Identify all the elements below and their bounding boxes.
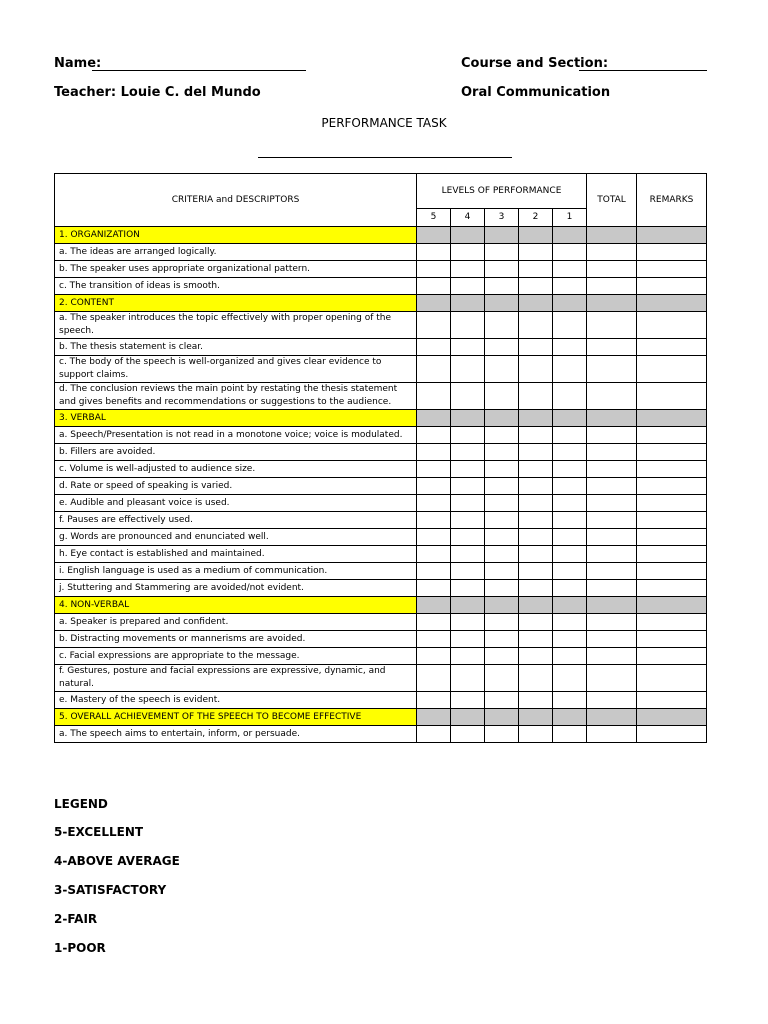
score-cell-2[interactable]	[519, 244, 553, 261]
score-cell-3[interactable]	[485, 312, 519, 339]
section-shaded-cell	[587, 227, 637, 244]
section-shaded-cell	[519, 709, 553, 726]
criterion-text: a. The speech aims to entertain, inform, or persuade.	[55, 726, 417, 743]
score-cell-2[interactable]	[519, 444, 553, 461]
section-shaded-cell	[637, 597, 707, 614]
criterion-text: c. The transition of ideas is smooth.	[55, 278, 417, 295]
score-cell-3[interactable]	[485, 478, 519, 495]
criterion-text: c. Facial expressions are appropriate to the message.	[55, 648, 417, 665]
section-row	[55, 597, 707, 614]
score-cell-5[interactable]	[417, 383, 451, 410]
score-cell-5[interactable]	[417, 580, 451, 597]
criterion-text: a. Speech/Presentation is not read in a monotone voice; voice is modulated.	[55, 427, 417, 444]
remarks-cell[interactable]	[637, 665, 707, 692]
score-cell-4[interactable]	[451, 244, 485, 261]
criterion-text: a. The speaker introduces the topic effectively with proper opening of the speech.	[55, 312, 417, 339]
remarks-cell[interactable]	[637, 339, 707, 356]
score-cell-5[interactable]	[417, 312, 451, 339]
remarks-cell[interactable]	[637, 461, 707, 478]
section-shaded-cell	[637, 410, 707, 427]
score-cell-1[interactable]	[553, 563, 587, 580]
score-cell-5[interactable]	[417, 495, 451, 512]
score-cell-4[interactable]	[451, 648, 485, 665]
section-shaded-cell	[417, 295, 451, 312]
section-shaded-cell	[417, 227, 451, 244]
criterion-text: h. Eye contact is established and maintained.	[55, 546, 417, 563]
score-cell-2[interactable]	[519, 478, 553, 495]
total-cell[interactable]	[587, 529, 637, 546]
remarks-cell[interactable]	[637, 356, 707, 383]
section-row	[55, 295, 707, 312]
course-section-label: Course and Section:	[461, 56, 609, 71]
criterion-row	[55, 261, 707, 278]
score-cell-3[interactable]	[485, 546, 519, 563]
criterion-row	[55, 383, 707, 410]
score-cell-1[interactable]	[553, 648, 587, 665]
score-cell-2[interactable]	[519, 356, 553, 383]
criterion-row	[55, 244, 707, 261]
score-cell-5[interactable]	[417, 261, 451, 278]
criterion-row	[55, 563, 707, 580]
section-shaded-cell	[519, 227, 553, 244]
remarks-cell[interactable]	[637, 495, 707, 512]
criterion-row	[55, 665, 707, 692]
score-cell-5[interactable]	[417, 461, 451, 478]
criterion-text: a. Speaker is prepared and confident.	[55, 614, 417, 631]
score-cell-1[interactable]	[553, 726, 587, 743]
remarks-cell[interactable]	[637, 580, 707, 597]
name-blank[interactable]	[92, 70, 306, 71]
score-cell-5[interactable]	[417, 427, 451, 444]
criterion-row	[55, 631, 707, 648]
section-shaded-cell	[519, 295, 553, 312]
section-shaded-cell	[485, 709, 519, 726]
section-shaded-cell	[637, 709, 707, 726]
score-cell-3[interactable]	[485, 339, 519, 356]
legend-item: 4-ABOVE AVERAGE	[54, 854, 180, 868]
score-cell-2[interactable]	[519, 461, 553, 478]
score-cell-5[interactable]	[417, 512, 451, 529]
total-cell[interactable]	[587, 278, 637, 295]
criterion-row	[55, 726, 707, 743]
section-row	[55, 709, 707, 726]
score-cell-3[interactable]	[485, 692, 519, 709]
section-title: 4. NON-VERBAL	[55, 597, 417, 614]
remarks-cell[interactable]	[637, 478, 707, 495]
score-cell-4[interactable]	[451, 614, 485, 631]
section-shaded-cell	[451, 709, 485, 726]
legend-title: LEGEND	[54, 797, 108, 811]
score-cell-1[interactable]	[553, 261, 587, 278]
total-cell[interactable]	[587, 478, 637, 495]
name-label: Name:	[54, 56, 102, 71]
score-cell-5[interactable]	[417, 631, 451, 648]
score-cell-1[interactable]	[553, 512, 587, 529]
score-cell-2[interactable]	[519, 529, 553, 546]
score-cell-5[interactable]	[417, 444, 451, 461]
score-cell-4[interactable]	[451, 278, 485, 295]
criterion-row	[55, 614, 707, 631]
score-cell-2[interactable]	[519, 383, 553, 410]
total-cell[interactable]	[587, 512, 637, 529]
score-cell-4[interactable]	[451, 665, 485, 692]
remarks-cell[interactable]	[637, 444, 707, 461]
remarks-cell[interactable]	[637, 383, 707, 410]
score-cell-3[interactable]	[485, 495, 519, 512]
total-cell[interactable]	[587, 648, 637, 665]
score-cell-2[interactable]	[519, 726, 553, 743]
criterion-text: c. The body of the speech is well-organized and gives clear evidence to support claims.	[55, 356, 417, 383]
score-cell-2[interactable]	[519, 427, 553, 444]
legend-item: 3-SATISFACTORY	[54, 883, 167, 897]
score-cell-3[interactable]	[485, 580, 519, 597]
criterion-row	[55, 692, 707, 709]
score-cell-5[interactable]	[417, 529, 451, 546]
score-cell-5[interactable]	[417, 648, 451, 665]
section-shaded-cell	[553, 709, 587, 726]
criterion-text: g. Words are pronounced and enunciated well.	[55, 529, 417, 546]
section-shaded-cell	[417, 709, 451, 726]
section-row	[55, 227, 707, 244]
section-shaded-cell	[451, 597, 485, 614]
score-cell-4[interactable]	[451, 444, 485, 461]
section-shaded-cell	[587, 410, 637, 427]
section-shaded-cell	[553, 597, 587, 614]
score-cell-5[interactable]	[417, 278, 451, 295]
score-cell-2[interactable]	[519, 580, 553, 597]
criterion-row	[55, 648, 707, 665]
criterion-row	[55, 444, 707, 461]
remarks-cell[interactable]	[637, 427, 707, 444]
criterion-text: e. Audible and pleasant voice is used.	[55, 495, 417, 512]
remarks-header: REMARKS	[637, 174, 707, 227]
remarks-cell[interactable]	[637, 261, 707, 278]
course-section-blank[interactable]	[579, 70, 707, 71]
level-2-header: 2	[519, 209, 553, 227]
score-cell-3[interactable]	[485, 563, 519, 580]
section-shaded-cell	[587, 295, 637, 312]
score-cell-1[interactable]	[553, 478, 587, 495]
total-cell[interactable]	[587, 383, 637, 410]
score-cell-1[interactable]	[553, 427, 587, 444]
total-cell[interactable]	[587, 339, 637, 356]
score-cell-4[interactable]	[451, 478, 485, 495]
criterion-row	[55, 427, 707, 444]
total-cell[interactable]	[587, 614, 637, 631]
score-cell-4[interactable]	[451, 312, 485, 339]
score-cell-1[interactable]	[553, 665, 587, 692]
score-cell-1[interactable]	[553, 546, 587, 563]
levels-header: LEVELS OF PERFORMANCE	[417, 174, 587, 209]
score-cell-3[interactable]	[485, 648, 519, 665]
remarks-cell[interactable]	[637, 529, 707, 546]
score-cell-1[interactable]	[553, 339, 587, 356]
criterion-row	[55, 478, 707, 495]
total-cell[interactable]	[587, 444, 637, 461]
total-header: TOTAL	[587, 174, 637, 227]
score-cell-2[interactable]	[519, 261, 553, 278]
section-title: 1. ORGANIZATION	[55, 227, 417, 244]
score-cell-2[interactable]	[519, 512, 553, 529]
section-shaded-cell	[485, 227, 519, 244]
score-cell-5[interactable]	[417, 356, 451, 383]
section-shaded-cell	[485, 597, 519, 614]
total-cell[interactable]	[587, 495, 637, 512]
score-cell-4[interactable]	[451, 261, 485, 278]
total-cell[interactable]	[587, 580, 637, 597]
score-cell-2[interactable]	[519, 495, 553, 512]
score-cell-2[interactable]	[519, 339, 553, 356]
section-shaded-cell	[637, 295, 707, 312]
score-cell-3[interactable]	[485, 356, 519, 383]
total-cell[interactable]	[587, 726, 637, 743]
score-cell-3[interactable]	[485, 726, 519, 743]
score-cell-2[interactable]	[519, 278, 553, 295]
score-cell-1[interactable]	[553, 631, 587, 648]
score-cell-2[interactable]	[519, 648, 553, 665]
legend-item: 5-EXCELLENT	[54, 825, 144, 839]
criterion-text: b. Fillers are avoided.	[55, 444, 417, 461]
score-cell-1[interactable]	[553, 461, 587, 478]
score-cell-2[interactable]	[519, 546, 553, 563]
score-cell-3[interactable]	[485, 278, 519, 295]
level-3-header: 3	[485, 209, 519, 227]
section-title: 3. VERBAL	[55, 410, 417, 427]
total-cell[interactable]	[587, 665, 637, 692]
score-cell-5[interactable]	[417, 726, 451, 743]
section-title: 5. OVERALL ACHIEVEMENT OF THE SPEECH TO BECOME EFFECTIVE	[55, 709, 417, 726]
score-cell-5[interactable]	[417, 546, 451, 563]
criterion-row	[55, 495, 707, 512]
score-cell-1[interactable]	[553, 356, 587, 383]
teacher-label: Teacher: Louie C. del Mundo	[54, 85, 261, 100]
legend-item: 1-POOR	[54, 941, 106, 955]
remarks-cell[interactable]	[637, 648, 707, 665]
score-cell-2[interactable]	[519, 631, 553, 648]
criterion-row	[55, 529, 707, 546]
score-cell-3[interactable]	[485, 614, 519, 631]
score-cell-4[interactable]	[451, 631, 485, 648]
score-cell-3[interactable]	[485, 244, 519, 261]
score-cell-4[interactable]	[451, 383, 485, 410]
criterion-text: d. The conclusion reviews the main point by restating the thesis statement and gives benefits and recommendations or suggestions to the audience.	[55, 383, 417, 410]
section-shaded-cell	[451, 410, 485, 427]
score-cell-2[interactable]	[519, 614, 553, 631]
score-cell-1[interactable]	[553, 278, 587, 295]
remarks-cell[interactable]	[637, 512, 707, 529]
section-shaded-cell	[553, 295, 587, 312]
section-shaded-cell	[485, 410, 519, 427]
score-cell-5[interactable]	[417, 563, 451, 580]
score-cell-1[interactable]	[553, 495, 587, 512]
score-cell-1[interactable]	[553, 692, 587, 709]
criterion-row	[55, 546, 707, 563]
section-shaded-cell	[485, 295, 519, 312]
total-cell[interactable]	[587, 427, 637, 444]
criteria-header: CRITERIA and DESCRIPTORS	[55, 174, 417, 227]
subject-label: Oral Communication	[461, 85, 611, 100]
criterion-text: j. Stuttering and Stammering are avoided/not evident.	[55, 580, 417, 597]
remarks-cell[interactable]	[637, 278, 707, 295]
section-shaded-cell	[553, 410, 587, 427]
criterion-text: e. Mastery of the speech is evident.	[55, 692, 417, 709]
score-cell-5[interactable]	[417, 339, 451, 356]
section-shaded-cell	[417, 597, 451, 614]
score-cell-1[interactable]	[553, 383, 587, 410]
score-cell-3[interactable]	[485, 383, 519, 410]
criterion-text: f. Pauses are effectively used.	[55, 512, 417, 529]
score-cell-1[interactable]	[553, 529, 587, 546]
score-cell-3[interactable]	[485, 665, 519, 692]
legend-item: 2-FAIR	[54, 912, 98, 926]
criterion-text: b. The thesis statement is clear.	[55, 339, 417, 356]
total-cell[interactable]	[587, 356, 637, 383]
score-cell-1[interactable]	[553, 444, 587, 461]
remarks-cell[interactable]	[637, 726, 707, 743]
criterion-row	[55, 512, 707, 529]
score-cell-4[interactable]	[451, 546, 485, 563]
section-shaded-cell	[587, 709, 637, 726]
score-cell-4[interactable]	[451, 692, 485, 709]
score-cell-3[interactable]	[485, 461, 519, 478]
rubric-table	[54, 173, 707, 743]
score-cell-2[interactable]	[519, 563, 553, 580]
score-cell-1[interactable]	[553, 580, 587, 597]
task-blank[interactable]	[258, 157, 512, 158]
score-cell-4[interactable]	[451, 427, 485, 444]
score-cell-2[interactable]	[519, 312, 553, 339]
score-cell-5[interactable]	[417, 692, 451, 709]
total-cell[interactable]	[587, 546, 637, 563]
score-cell-4[interactable]	[451, 356, 485, 383]
score-cell-3[interactable]	[485, 512, 519, 529]
total-cell[interactable]	[587, 261, 637, 278]
score-cell-4[interactable]	[451, 563, 485, 580]
score-cell-1[interactable]	[553, 312, 587, 339]
section-shaded-cell	[553, 227, 587, 244]
section-shaded-cell	[451, 227, 485, 244]
section-shaded-cell	[637, 227, 707, 244]
score-cell-4[interactable]	[451, 512, 485, 529]
score-cell-4[interactable]	[451, 529, 485, 546]
score-cell-5[interactable]	[417, 478, 451, 495]
total-cell[interactable]	[587, 244, 637, 261]
score-cell-4[interactable]	[451, 580, 485, 597]
score-cell-3[interactable]	[485, 261, 519, 278]
criterion-row	[55, 356, 707, 383]
score-cell-2[interactable]	[519, 665, 553, 692]
task-title: PERFORMANCE TASK	[321, 116, 447, 130]
level-1-header: 1	[553, 209, 587, 227]
level-4-header: 4	[451, 209, 485, 227]
score-cell-5[interactable]	[417, 665, 451, 692]
score-cell-5[interactable]	[417, 244, 451, 261]
remarks-cell[interactable]	[637, 244, 707, 261]
section-shaded-cell	[587, 597, 637, 614]
criterion-row	[55, 580, 707, 597]
criterion-text: d. Rate or speed of speaking is varied.	[55, 478, 417, 495]
total-cell[interactable]	[587, 631, 637, 648]
score-cell-4[interactable]	[451, 339, 485, 356]
remarks-cell[interactable]	[637, 692, 707, 709]
criterion-text: b. Distracting movements or mannerisms are avoided.	[55, 631, 417, 648]
criterion-text: a. The ideas are arranged logically.	[55, 244, 417, 261]
section-title: 2. CONTENT	[55, 295, 417, 312]
remarks-cell[interactable]	[637, 563, 707, 580]
section-shaded-cell	[519, 410, 553, 427]
remarks-cell[interactable]	[637, 546, 707, 563]
score-cell-1[interactable]	[553, 614, 587, 631]
score-cell-1[interactable]	[553, 244, 587, 261]
criterion-text: c. Volume is well-adjusted to audience size.	[55, 461, 417, 478]
criterion-text: i. English language is used as a medium of communication.	[55, 563, 417, 580]
criterion-row	[55, 312, 707, 339]
section-shaded-cell	[451, 295, 485, 312]
level-5-header: 5	[417, 209, 451, 227]
section-shaded-cell	[417, 410, 451, 427]
score-cell-4[interactable]	[451, 461, 485, 478]
remarks-cell[interactable]	[637, 631, 707, 648]
section-row	[55, 410, 707, 427]
score-cell-4[interactable]	[451, 495, 485, 512]
score-cell-5[interactable]	[417, 614, 451, 631]
total-cell[interactable]	[587, 461, 637, 478]
criterion-row	[55, 461, 707, 478]
score-cell-3[interactable]	[485, 427, 519, 444]
criterion-row	[55, 339, 707, 356]
criterion-row	[55, 278, 707, 295]
score-cell-2[interactable]	[519, 692, 553, 709]
score-cell-3[interactable]	[485, 631, 519, 648]
score-cell-3[interactable]	[485, 529, 519, 546]
score-cell-4[interactable]	[451, 726, 485, 743]
criterion-text: b. The speaker uses appropriate organizational pattern.	[55, 261, 417, 278]
remarks-cell[interactable]	[637, 312, 707, 339]
criterion-text: f. Gestures, posture and facial expressions are expressive, dynamic, and natural.	[55, 665, 417, 692]
remarks-cell[interactable]	[637, 614, 707, 631]
section-shaded-cell	[519, 597, 553, 614]
total-cell[interactable]	[587, 692, 637, 709]
score-cell-3[interactable]	[485, 444, 519, 461]
total-cell[interactable]	[587, 563, 637, 580]
total-cell[interactable]	[587, 312, 637, 339]
